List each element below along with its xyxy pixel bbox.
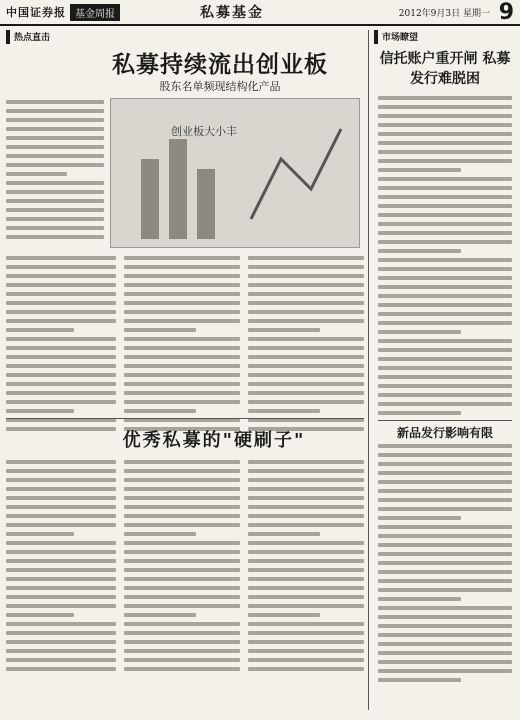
text-line-placeholder [378, 480, 512, 484]
text-line-placeholder [378, 357, 512, 361]
text-line-placeholder [6, 265, 116, 269]
main-headline: 私募持续流出创业板 [112, 51, 328, 78]
text-line-placeholder [248, 496, 364, 500]
text-line-placeholder [248, 658, 364, 662]
text-line-placeholder [124, 505, 240, 509]
text-line-placeholder [124, 541, 240, 545]
issue-date: 2012年9月3日 星期一 [398, 9, 490, 19]
text-line-placeholder [6, 199, 104, 203]
text-line-placeholder [124, 400, 240, 404]
text-line-placeholder [378, 660, 512, 664]
text-line-placeholder [124, 595, 240, 599]
article-body-col3 [248, 256, 364, 436]
text-line-placeholder [378, 303, 512, 307]
text-line-placeholder [248, 391, 364, 395]
text-line-placeholder [248, 382, 364, 386]
text-line-placeholder [378, 240, 512, 244]
text-line-placeholder [378, 213, 512, 217]
text-line-placeholder [378, 294, 512, 298]
text-line-placeholder [124, 292, 240, 296]
text-line-placeholder [378, 678, 461, 682]
column-divider [368, 30, 369, 710]
text-line-placeholder [124, 319, 240, 323]
text-line-placeholder [6, 667, 116, 671]
text-line-placeholder [6, 163, 104, 167]
text-line-placeholder [248, 355, 364, 359]
text-line-placeholder [378, 597, 461, 601]
text-line-placeholder [124, 283, 240, 287]
text-line-placeholder [124, 658, 240, 662]
text-line-placeholder [378, 204, 512, 208]
text-line-placeholder [248, 292, 364, 296]
text-line-placeholder [124, 469, 240, 473]
text-line-placeholder [124, 346, 240, 350]
text-line-placeholder [124, 460, 240, 464]
text-line-placeholder [378, 462, 512, 466]
masthead [0, 0, 520, 26]
text-line-placeholder [6, 640, 116, 644]
text-line-placeholder [378, 642, 512, 646]
article-illustration [110, 98, 360, 248]
main-subhead: 股东名单频现结构化产品 [159, 80, 281, 93]
text-line-placeholder [124, 328, 196, 332]
text-line-placeholder [248, 256, 364, 260]
text-line-placeholder [6, 136, 104, 140]
second-article-col2 [124, 460, 240, 676]
text-line-placeholder [6, 382, 116, 386]
text-line-placeholder [378, 534, 512, 538]
text-line-placeholder [6, 514, 116, 518]
story-divider [6, 418, 364, 419]
text-line-placeholder [6, 364, 116, 368]
text-line-placeholder [124, 532, 196, 536]
illustration-arrow [251, 129, 341, 219]
section-title: 私募基金 [200, 5, 264, 21]
text-line-placeholder [378, 375, 512, 379]
text-line-placeholder [378, 312, 512, 316]
illustration-bar [197, 169, 215, 239]
text-line-placeholder [6, 541, 116, 545]
text-line-placeholder [378, 348, 512, 352]
text-line-placeholder [248, 514, 364, 518]
text-line-placeholder [248, 460, 364, 464]
text-line-placeholder [6, 208, 104, 212]
sidebar-article-body [378, 96, 512, 420]
text-line-placeholder [124, 577, 240, 581]
text-line-placeholder [124, 613, 196, 617]
text-line-placeholder [248, 487, 364, 491]
text-line-placeholder [6, 100, 104, 104]
text-line-placeholder [6, 586, 116, 590]
text-line-placeholder [248, 559, 364, 563]
text-line-placeholder [378, 624, 512, 628]
text-line-placeholder [378, 471, 512, 475]
text-line-placeholder [248, 613, 320, 617]
text-line-placeholder [378, 195, 512, 199]
newspaper-logo: 中国证券报 [6, 6, 66, 19]
text-line-placeholder [6, 613, 74, 617]
text-line-placeholder [6, 154, 104, 158]
text-line-placeholder [378, 489, 512, 493]
text-line-placeholder [124, 301, 240, 305]
text-line-placeholder [6, 595, 116, 599]
text-line-placeholder [124, 514, 240, 518]
text-line-placeholder [124, 391, 240, 395]
section-ribbon-left: 热点直击 [6, 30, 126, 44]
text-line-placeholder [378, 123, 512, 127]
text-line-placeholder [124, 265, 240, 269]
text-line-placeholder [378, 186, 512, 190]
text-line-placeholder [6, 226, 104, 230]
text-line-placeholder [248, 337, 364, 341]
section-ribbon-right: 市场瞭望 [374, 30, 514, 44]
text-line-placeholder [378, 552, 512, 556]
text-line-placeholder [6, 622, 116, 626]
text-line-placeholder [6, 145, 104, 149]
text-line-placeholder [248, 577, 364, 581]
text-line-placeholder [378, 96, 512, 100]
text-line-placeholder [6, 631, 116, 635]
text-line-placeholder [248, 541, 364, 545]
text-line-placeholder [6, 310, 116, 314]
text-line-placeholder [248, 649, 364, 653]
text-line-placeholder [6, 172, 67, 176]
text-line-placeholder [6, 409, 74, 413]
text-line-placeholder [378, 588, 512, 592]
illustration-label: 创业板大小丰 [171, 125, 237, 138]
text-line-placeholder [378, 651, 512, 655]
text-line-placeholder [6, 487, 116, 491]
text-line-placeholder [248, 478, 364, 482]
text-line-placeholder [248, 532, 320, 536]
text-line-placeholder [248, 373, 364, 377]
text-line-placeholder [6, 649, 116, 653]
text-line-placeholder [378, 615, 512, 619]
text-line-placeholder [378, 366, 512, 370]
text-line-placeholder [248, 505, 364, 509]
text-line-placeholder [6, 346, 116, 350]
article-body-intro [6, 100, 104, 244]
text-line-placeholder [378, 516, 461, 520]
text-line-placeholder [6, 391, 116, 395]
text-line-placeholder [6, 337, 116, 341]
text-line-placeholder [378, 453, 512, 457]
text-line-placeholder [378, 633, 512, 637]
text-line-placeholder [124, 550, 240, 554]
article-body-col1 [6, 256, 116, 436]
illustration-bar [169, 139, 187, 239]
text-line-placeholder [378, 285, 512, 289]
text-line-placeholder [124, 310, 240, 314]
second-headline: 优秀私募的"硬刷子" [122, 430, 306, 451]
text-line-placeholder [124, 631, 240, 635]
text-line-placeholder [248, 640, 364, 644]
supplement-name: 基金周报 [70, 4, 120, 21]
text-line-placeholder [124, 586, 240, 590]
text-line-placeholder [6, 469, 116, 473]
text-line-placeholder [6, 604, 116, 608]
text-line-placeholder [248, 667, 364, 671]
text-line-placeholder [378, 669, 512, 673]
text-line-placeholder [248, 310, 364, 314]
text-line-placeholder [248, 595, 364, 599]
text-line-placeholder [378, 384, 512, 388]
text-line-placeholder [124, 496, 240, 500]
text-line-placeholder [6, 292, 116, 296]
text-line-placeholder [378, 507, 512, 511]
text-line-placeholder [6, 532, 74, 536]
text-line-placeholder [6, 478, 116, 482]
text-line-placeholder [124, 640, 240, 644]
text-line-placeholder [378, 141, 512, 145]
text-line-placeholder [6, 127, 104, 131]
text-line-placeholder [124, 373, 240, 377]
second-article-col3 [248, 460, 364, 676]
text-line-placeholder [124, 478, 240, 482]
text-line-placeholder [378, 570, 512, 574]
text-line-placeholder [6, 118, 104, 122]
sidebar-second-body [378, 444, 512, 687]
text-line-placeholder [6, 559, 116, 563]
text-line-placeholder [248, 364, 364, 368]
text-line-placeholder [6, 355, 116, 359]
text-line-placeholder [378, 444, 512, 448]
text-line-placeholder [378, 159, 512, 163]
text-line-placeholder [124, 382, 240, 386]
text-line-placeholder [124, 649, 240, 653]
text-line-placeholder [6, 256, 116, 260]
text-line-placeholder [378, 579, 512, 583]
text-line-placeholder [378, 267, 512, 271]
text-line-placeholder [248, 586, 364, 590]
text-line-placeholder [6, 550, 116, 554]
text-line-placeholder [378, 330, 461, 334]
illustration-bar [141, 159, 159, 239]
page-number: 9 [498, 0, 514, 25]
text-line-placeholder [378, 543, 512, 547]
text-line-placeholder [6, 658, 116, 662]
text-line-placeholder [248, 469, 364, 473]
text-line-placeholder [248, 622, 364, 626]
text-line-placeholder [6, 109, 104, 113]
text-line-placeholder [124, 256, 240, 260]
text-line-placeholder [248, 328, 320, 332]
text-line-placeholder [124, 523, 240, 527]
text-line-placeholder [6, 460, 116, 464]
text-line-placeholder [6, 496, 116, 500]
text-line-placeholder [6, 283, 116, 287]
text-line-placeholder [248, 274, 364, 278]
text-line-placeholder [248, 631, 364, 635]
text-line-placeholder [378, 561, 512, 565]
text-line-placeholder [6, 505, 116, 509]
text-line-placeholder [6, 568, 116, 572]
text-line-placeholder [248, 319, 364, 323]
text-line-placeholder [6, 577, 116, 581]
text-line-placeholder [378, 177, 512, 181]
text-line-placeholder [378, 150, 512, 154]
text-line-placeholder [248, 568, 364, 572]
text-line-placeholder [6, 400, 116, 404]
text-line-placeholder [248, 346, 364, 350]
text-line-placeholder [124, 364, 240, 368]
text-line-placeholder [378, 525, 512, 529]
text-line-placeholder [6, 301, 116, 305]
text-line-placeholder [6, 217, 104, 221]
text-line-placeholder [6, 373, 116, 377]
text-line-placeholder [248, 400, 364, 404]
text-line-placeholder [124, 622, 240, 626]
text-line-placeholder [124, 337, 240, 341]
text-line-placeholder [248, 283, 364, 287]
text-line-placeholder [6, 328, 74, 332]
text-line-placeholder [124, 667, 240, 671]
text-line-placeholder [378, 276, 512, 280]
text-line-placeholder [378, 231, 512, 235]
text-line-placeholder [378, 114, 512, 118]
text-line-placeholder [378, 222, 512, 226]
text-line-placeholder [124, 355, 240, 359]
text-line-placeholder [124, 487, 240, 491]
text-line-placeholder [378, 339, 512, 343]
text-line-placeholder [6, 181, 104, 185]
text-line-placeholder [378, 168, 461, 172]
text-line-placeholder [124, 274, 240, 278]
article-body-col2 [124, 256, 240, 436]
text-line-placeholder [248, 604, 364, 608]
text-line-placeholder [378, 393, 512, 397]
text-line-placeholder [6, 319, 116, 323]
text-line-placeholder [124, 559, 240, 563]
illustration-drawing [111, 99, 360, 248]
text-line-placeholder [248, 409, 320, 413]
sidebar-headline: 信托账户重开闸 私募发行难脱困 [379, 51, 511, 87]
text-line-placeholder [378, 402, 512, 406]
text-line-placeholder [378, 321, 512, 325]
text-line-placeholder [124, 409, 196, 413]
text-line-placeholder [378, 411, 461, 415]
text-line-placeholder [6, 523, 116, 527]
text-line-placeholder [124, 568, 240, 572]
text-line-placeholder [124, 604, 240, 608]
text-line-placeholder [378, 258, 512, 262]
second-article-col1 [6, 460, 116, 676]
text-line-placeholder [378, 606, 512, 610]
text-line-placeholder [6, 274, 116, 278]
text-line-placeholder [378, 132, 512, 136]
sidebar-second-headline: 新品发行影响有限 [378, 420, 512, 441]
text-line-placeholder [6, 190, 104, 194]
text-line-placeholder [248, 301, 364, 305]
text-line-placeholder [378, 105, 512, 109]
text-line-placeholder [248, 265, 364, 269]
text-line-placeholder [378, 498, 512, 502]
text-line-placeholder [378, 249, 461, 253]
text-line-placeholder [6, 235, 104, 239]
text-line-placeholder [248, 550, 364, 554]
text-line-placeholder [248, 523, 364, 527]
